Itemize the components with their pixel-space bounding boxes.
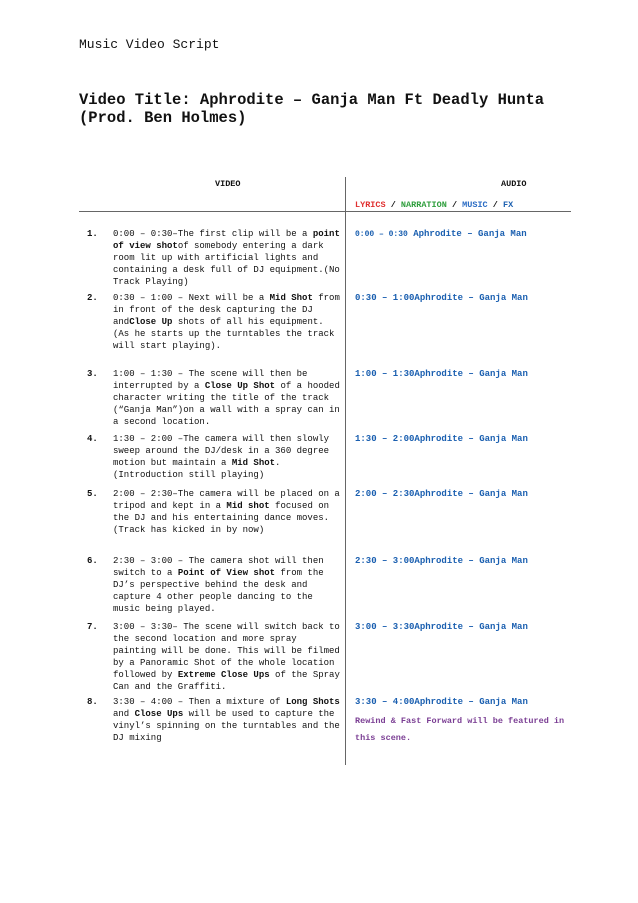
audio-track: Aphrodite – Ganja Man bbox=[414, 489, 528, 499]
audio-cue bbox=[355, 293, 575, 305]
legend-sep: / bbox=[446, 200, 463, 210]
shot-type: Mid Shot bbox=[269, 293, 313, 303]
video-description bbox=[113, 229, 343, 289]
audio-cue bbox=[355, 369, 575, 381]
video-description bbox=[113, 369, 343, 429]
shot-type: Close Up Shot bbox=[204, 380, 276, 391]
audio-time: 1:00 – 1:30 bbox=[355, 369, 415, 379]
audio-cue bbox=[355, 489, 575, 501]
shot-type: Close Up bbox=[129, 316, 173, 327]
row-number: 7. bbox=[87, 622, 98, 632]
description-text: .(Introduction still playing) bbox=[113, 457, 281, 480]
row-number: 1. bbox=[87, 229, 98, 239]
description-text: of the Spray Can and the Graffiti. bbox=[113, 669, 340, 692]
audio-track: Aphrodite – Ganja Man bbox=[414, 434, 528, 444]
legend-music: MUSIC bbox=[462, 200, 488, 210]
column-divider bbox=[345, 177, 346, 765]
legend-fx: FX bbox=[502, 200, 514, 210]
audio-track: Aphrodite – Ganja Man bbox=[414, 622, 528, 632]
video-description bbox=[113, 556, 343, 616]
description-text: from in front of the desk capturing the DJ and bbox=[113, 293, 340, 327]
row-number: 5. bbox=[87, 489, 98, 499]
audio-column-header: AUDIO bbox=[501, 179, 527, 189]
legend-sep: / bbox=[385, 200, 401, 210]
description-text: 2:00 – 2:30–The camera will be placed on a tripod and kept in a bbox=[113, 489, 340, 511]
description-text: will be used to capture the vinyl’s spinning on the turntables and the DJ mixing bbox=[113, 708, 340, 743]
audio-time: 0:30 – 1:00 bbox=[355, 293, 415, 303]
description-text: of somebody entering a dark room lit up with artificial lights and containing a desk full of DJ equipment.(No Track Playing) bbox=[113, 240, 340, 287]
header-divider bbox=[79, 211, 571, 212]
description-text: from the DJ’s perspective behind the desk and capture 4 other people dancing to the music being played. bbox=[113, 567, 324, 614]
shot-type: Extreme Close Ups bbox=[177, 669, 270, 680]
description-text: and bbox=[113, 708, 135, 719]
audio-track: Aphrodite – Ganja Man bbox=[414, 697, 528, 707]
description-text: 0:30 – 1:00 – Next will be a bbox=[113, 293, 270, 303]
shot-type: Mid Shot bbox=[231, 457, 276, 468]
description-text: 1:00 – 1:30 – The scene will then be interrupted by a bbox=[113, 369, 308, 391]
row-number: 2. bbox=[87, 293, 98, 303]
audio-cue bbox=[355, 229, 575, 241]
video-description bbox=[113, 293, 343, 353]
description-text: of a hooded character writing the title of the track (“Ganja Man”)on a wall with a spray can in a second location. bbox=[113, 380, 340, 427]
row-number: 6. bbox=[87, 556, 98, 566]
description-text: 3:00 – 3:30– The scene will switch back to the second location and more spray painting will be done. This will be filmed by a Panoramic Shot of the whole location followed by bbox=[113, 622, 340, 680]
audio-track: Aphrodite – Ganja Man bbox=[414, 293, 528, 303]
description-text: 3:30 – 4:00 – Then a mixture of bbox=[113, 697, 286, 707]
description-text: 1:30 – 2:00 –The camera will then slowly sweep around the DJ/desk in a 360 degree motion but maintain a bbox=[113, 434, 330, 468]
audio-time: 3:30 – 4:00 bbox=[355, 697, 415, 707]
audio-cue bbox=[355, 622, 575, 634]
audio-time: 2:30 – 3:00 bbox=[355, 556, 415, 566]
audio-cue bbox=[355, 434, 575, 446]
document-header: Music Video Script bbox=[79, 37, 220, 52]
audio-time: 1:30 – 2:00 bbox=[355, 434, 415, 444]
row-number: 8. bbox=[87, 697, 98, 707]
description-text: focused on the DJ and his entertaining dance moves. (Track has kicked in by now) bbox=[113, 500, 330, 535]
shot-type: Long Shots bbox=[285, 697, 340, 707]
video-description bbox=[113, 697, 343, 745]
row-number: 4. bbox=[87, 434, 98, 444]
audio-track: Aphrodite – Ganja Man bbox=[414, 556, 528, 566]
audio-legend bbox=[355, 200, 513, 210]
description-text: shots of all his equipment. (As he starts up the turntables the track will start playing). bbox=[113, 316, 335, 351]
description-text: 0:00 – 0:30–The first clip will be a bbox=[113, 229, 313, 239]
audio-track: Aphrodite – Ganja Man bbox=[407, 229, 527, 239]
audio-fx-note: Rewind & Fast Forward will be featured in this scene. bbox=[355, 715, 565, 743]
legend-sep: / bbox=[487, 200, 503, 210]
audio-track: Aphrodite – Ganja Man bbox=[414, 369, 528, 379]
legend-lyrics: LYRICS bbox=[355, 200, 386, 210]
video-column-header: VIDEO bbox=[215, 179, 241, 189]
shot-type: Point of View shot bbox=[177, 567, 276, 578]
video-description bbox=[113, 489, 343, 537]
shot-type: point of view shot bbox=[113, 229, 340, 251]
shot-type: Close Ups bbox=[134, 708, 184, 719]
description-text: 2:30 – 3:00 – The camera shot will then switch to a bbox=[113, 556, 324, 578]
audio-time: 0:00 – 0:30 bbox=[355, 230, 408, 239]
legend-narration: NARRATION bbox=[400, 200, 447, 210]
shot-type: Mid shot bbox=[226, 500, 270, 511]
video-description bbox=[113, 622, 343, 693]
audio-cue bbox=[355, 556, 575, 568]
audio-time: 2:00 – 2:30 bbox=[355, 489, 415, 499]
audio-cue bbox=[355, 697, 575, 747]
video-description bbox=[113, 434, 343, 482]
audio-time: 3:00 – 3:30 bbox=[355, 622, 415, 632]
row-number: 3. bbox=[87, 369, 98, 379]
video-title: Video Title: Aphrodite – Ganja Man Ft Deadly Hunta (Prod. Ben Holmes) bbox=[79, 91, 545, 127]
